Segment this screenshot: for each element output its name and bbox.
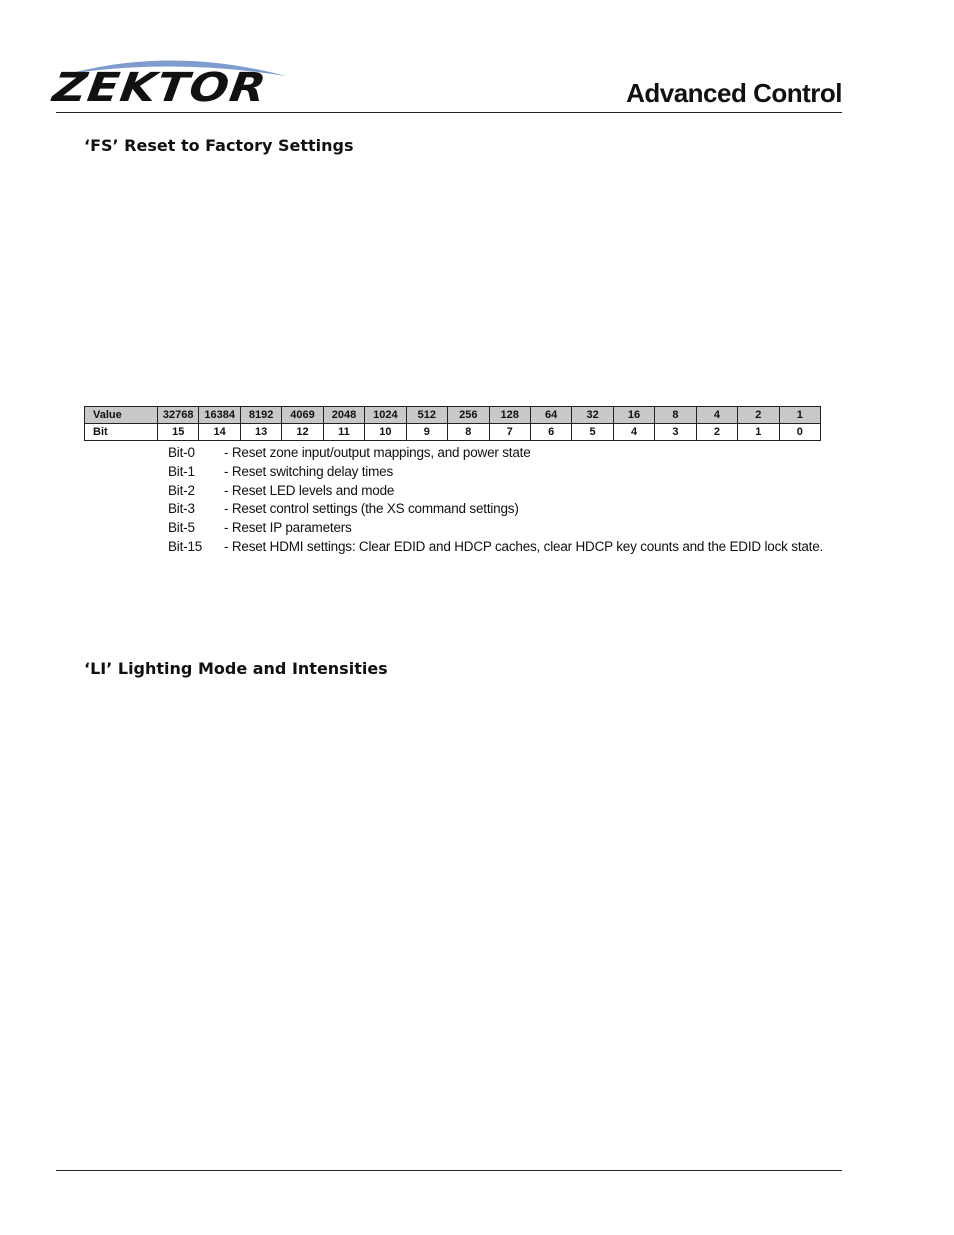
bit-cell: 8 bbox=[448, 424, 489, 441]
bit-description-list bbox=[168, 444, 823, 557]
value-cell: 16384 bbox=[199, 407, 240, 424]
bit-name: Bit-2 bbox=[168, 482, 195, 498]
bit-name: Bit-0 bbox=[168, 445, 195, 460]
section-heading-li: ‘LI’ Lighting Mode and Intensities bbox=[84, 659, 388, 678]
bit-cell: 3 bbox=[655, 424, 696, 441]
value-cell: 8192 bbox=[240, 407, 281, 424]
list-item bbox=[168, 500, 823, 519]
list-item bbox=[168, 519, 823, 538]
logo-wordmark: ZEKTOR bbox=[49, 65, 270, 111]
value-cell: 16 bbox=[613, 407, 654, 424]
bit-cell: 14 bbox=[199, 424, 240, 441]
value-cell: 4 bbox=[696, 407, 737, 424]
header-divider bbox=[56, 112, 842, 113]
bit-cell: 6 bbox=[530, 424, 571, 441]
table-row-bits bbox=[85, 424, 821, 441]
page-title: Advanced Control bbox=[626, 78, 842, 108]
value-row-label: Value bbox=[85, 407, 158, 424]
list-item bbox=[168, 463, 823, 482]
value-cell: 128 bbox=[489, 407, 530, 424]
bit-cell: 4 bbox=[613, 424, 654, 441]
value-cell: 8 bbox=[655, 407, 696, 424]
bit-cell: 10 bbox=[365, 424, 406, 441]
value-cell: 4069 bbox=[282, 407, 323, 424]
bit-cell: 2 bbox=[696, 424, 737, 441]
bit-name: Bit-1 bbox=[168, 463, 195, 479]
value-cell: 1024 bbox=[365, 407, 406, 424]
value-cell: 256 bbox=[448, 407, 489, 424]
bit-cell: 12 bbox=[282, 424, 323, 441]
bit-text: - Reset control settings (the XS command settings) bbox=[224, 501, 519, 517]
list-item bbox=[168, 538, 823, 557]
bit-text: - Reset LED levels and mode bbox=[224, 482, 395, 498]
bit-name: Bit-15 bbox=[168, 538, 203, 554]
list-item bbox=[168, 444, 823, 463]
bit-text: - Reset zone input/output mappings, and power state bbox=[224, 445, 531, 460]
footer-divider bbox=[56, 1170, 842, 1171]
bit-cell: 1 bbox=[738, 424, 779, 441]
bit-row-label: Bit bbox=[85, 424, 158, 441]
list-item bbox=[168, 482, 823, 501]
bit-cell: 5 bbox=[572, 424, 613, 441]
value-cell: 2 bbox=[738, 407, 779, 424]
section-heading-fs: ‘FS’ Reset to Factory Settings bbox=[84, 136, 354, 155]
value-cell: 2048 bbox=[323, 407, 364, 424]
zektor-logo bbox=[49, 54, 294, 111]
bit-text: - Reset IP parameters bbox=[224, 520, 352, 536]
bit-cell: 9 bbox=[406, 424, 447, 441]
bit-text: - Reset switching delay times bbox=[224, 463, 394, 479]
bit-name: Bit-5 bbox=[168, 520, 195, 536]
bit-cell: 15 bbox=[158, 424, 199, 441]
table-row-values bbox=[85, 407, 821, 424]
value-cell: 1 bbox=[779, 407, 820, 424]
bit-name: Bit-3 bbox=[168, 501, 195, 517]
value-cell: 32768 bbox=[158, 407, 199, 424]
bit-cell: 0 bbox=[779, 424, 820, 441]
bit-text: - Reset HDMI settings: Clear EDID and HDCP caches, clear HDCP key counts and the EDID lock state. bbox=[224, 538, 824, 554]
bit-value-table bbox=[84, 406, 821, 441]
bit-cell: 11 bbox=[323, 424, 364, 441]
bit-cell: 13 bbox=[240, 424, 281, 441]
value-cell: 512 bbox=[406, 407, 447, 424]
bit-cell: 7 bbox=[489, 424, 530, 441]
value-cell: 32 bbox=[572, 407, 613, 424]
value-cell: 64 bbox=[530, 407, 571, 424]
